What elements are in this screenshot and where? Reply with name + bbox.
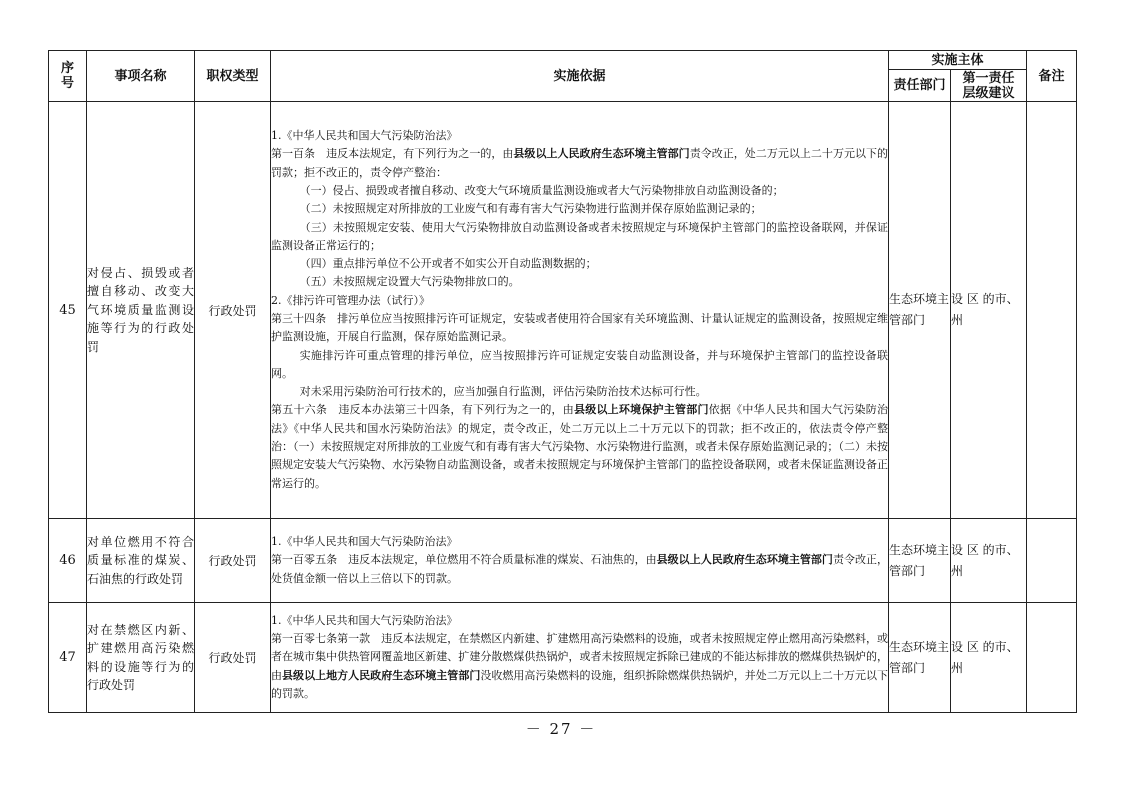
authority-type: 行政处罚 — [195, 102, 271, 519]
basis-line: （三）未按照规定安装、使用大气污染物排放自动监测设备或者未按照规定与环境保护主管部门的监控设备联网，并保证监测设备正常运行的； — [271, 220, 888, 252]
legal-basis — [271, 519, 889, 603]
note-cell — [1027, 102, 1077, 519]
basis-line: 1.《中华人民共和国大气污染防治法》 — [271, 535, 458, 549]
basis-line: 1.《中华人民共和国大气污染防治法》 — [271, 129, 458, 143]
basis-line: 2.《排污许可管理办法（试行）》 — [271, 293, 430, 307]
responsibility-level: 设 区 的市、州 — [951, 519, 1027, 603]
basis-line: 第三十四条 排污单位应当按照排污许可证规定，安装或者使用符合国家有关环境监测、计量认证规定的监测设备，按照规定维护监测设施，开展自行监测，保存原始监测记录。 — [271, 312, 888, 344]
note-cell — [1027, 603, 1077, 713]
header-name: 事项名称 — [87, 51, 195, 102]
header-dept: 责任部门 — [889, 70, 951, 102]
header-subject: 实施主体 — [889, 51, 1027, 70]
page-number: － 27 － — [525, 720, 597, 738]
basis-line: 第五十六条 违反本办法第三十四条，有下列行为之一的，由县级以上环境保护主管部门依据《中华人民共和国大气污染防治法》《中华人民共和国水污染防治法》的规定，责令改正，处二万元以上二十万元以下的罚款；拒不改正的，依法责令停产整治：（一）未按照规定对所排放的工业废气和有毒有害大气污染物、水污染物进行监测，或者未保存原始监测记录的；（二）未按照规定安装大气污染物、水污染物自动监测设备，或者未按照规定与环境保护主管部门的监控设备联网，或者未保证监测设备正常运行的。 — [271, 403, 889, 490]
responsible-authority: 县级以上地方人民政府生态环境主管部门 — [282, 668, 481, 682]
enforcement-table — [48, 50, 1077, 713]
basis-line: （五）未按照规定设置大气污染物排放口的。 — [299, 275, 520, 289]
header-no: 序号 — [49, 51, 87, 102]
basis-line: （二）未按照规定对所排放的工业废气和有毒有害大气污染物进行监测并保存原始监测记录的； — [299, 202, 762, 216]
basis-line: 1.《中华人民共和国大气污染防治法》 — [271, 613, 458, 627]
responsible-authority: 县级以上环境保护主管部门 — [574, 403, 709, 417]
item-name: 对在禁燃区内新、扩建燃用高污染燃料的设施等行为的行政处罚 — [87, 603, 195, 713]
item-name: 对单位燃用不符合质量标准的煤炭、石油焦的行政处罚 — [87, 519, 195, 603]
note-cell — [1027, 519, 1077, 603]
table-row — [49, 519, 1077, 603]
table-row — [49, 603, 1077, 713]
legal-basis — [271, 102, 889, 519]
authority-type: 行政处罚 — [195, 603, 271, 713]
responsibility-level: 设 区 的市、州 — [951, 603, 1027, 713]
legal-basis — [271, 603, 889, 713]
responsible-authority: 县级以上人民政府生态环境主管部门 — [513, 147, 690, 161]
responsible-authority: 县级以上人民政府生态环境主管部门 — [656, 553, 833, 567]
responsible-dept: 生态环境主管部门 — [889, 603, 951, 713]
responsible-dept: 生态环境主管部门 — [889, 102, 951, 519]
basis-line: 第一百条 违反本法规定，有下列行为之一的，由县级以上人民政府生态环境主管部门责令改正，处二万元以上二十万元以下的罚款；拒不改正的，责令停产整治： — [271, 147, 889, 179]
basis-line: 对未采用污染防治可行技术的，应当加强自行监测，评估污染防治技术达标可行性。 — [299, 385, 707, 399]
responsible-dept: 生态环境主管部门 — [889, 519, 951, 603]
header-basis: 实施依据 — [271, 51, 889, 102]
table-row — [49, 102, 1077, 519]
basis-line: 实施排污许可重点管理的排污单位，应当按照排污许可证规定安装自动监测设备，并与环境保护主管部门的监控设备联网。 — [271, 348, 888, 380]
authority-type: 行政处罚 — [195, 519, 271, 603]
responsibility-level: 设 区 的市、州 — [951, 102, 1027, 519]
header-type: 职权类型 — [195, 51, 271, 102]
row-number: 45 — [49, 102, 87, 519]
row-number: 47 — [49, 603, 87, 713]
basis-line: 第一百零五条 违反本法规定，单位燃用不符合质量标准的煤炭、石油焦的，由县级以上人民政府生态环境主管部门责令改正，处货值金额一倍以上三倍以下的罚款。 — [271, 553, 889, 585]
basis-line: （一）侵占、损毁或者擅自移动、改变大气环境质量监测设施或者大气污染物排放自动监测设备的； — [299, 183, 784, 197]
basis-line: （四）重点排污单位不公开或者不如实公开自动监测数据的； — [299, 257, 597, 271]
item-name: 对侵占、损毁或者擅自移动、改变大气环境质量监测设施等行为的行政处罚 — [87, 102, 195, 519]
row-number: 46 — [49, 519, 87, 603]
header-note: 备注 — [1027, 51, 1077, 102]
header-level: 第一责任层级建议 — [951, 70, 1027, 102]
basis-line: 第一百零七条第一款 违反本法规定，在禁燃区内新建、扩建燃用高污染燃料的设施，或者未按照规定停止燃用高污染燃料，或者在城市集中供热管网覆盖地区新建、扩建分散燃煤供热锅炉，或者未按照规定拆除已建成的不能达标排放的燃煤供热锅炉的，由县级以上地方人民政府生态环境主管部门没收燃用高污染燃料的设施，组织拆除燃煤供热锅炉，并处二万元以上二十万元以下的罚款。 — [271, 632, 889, 700]
